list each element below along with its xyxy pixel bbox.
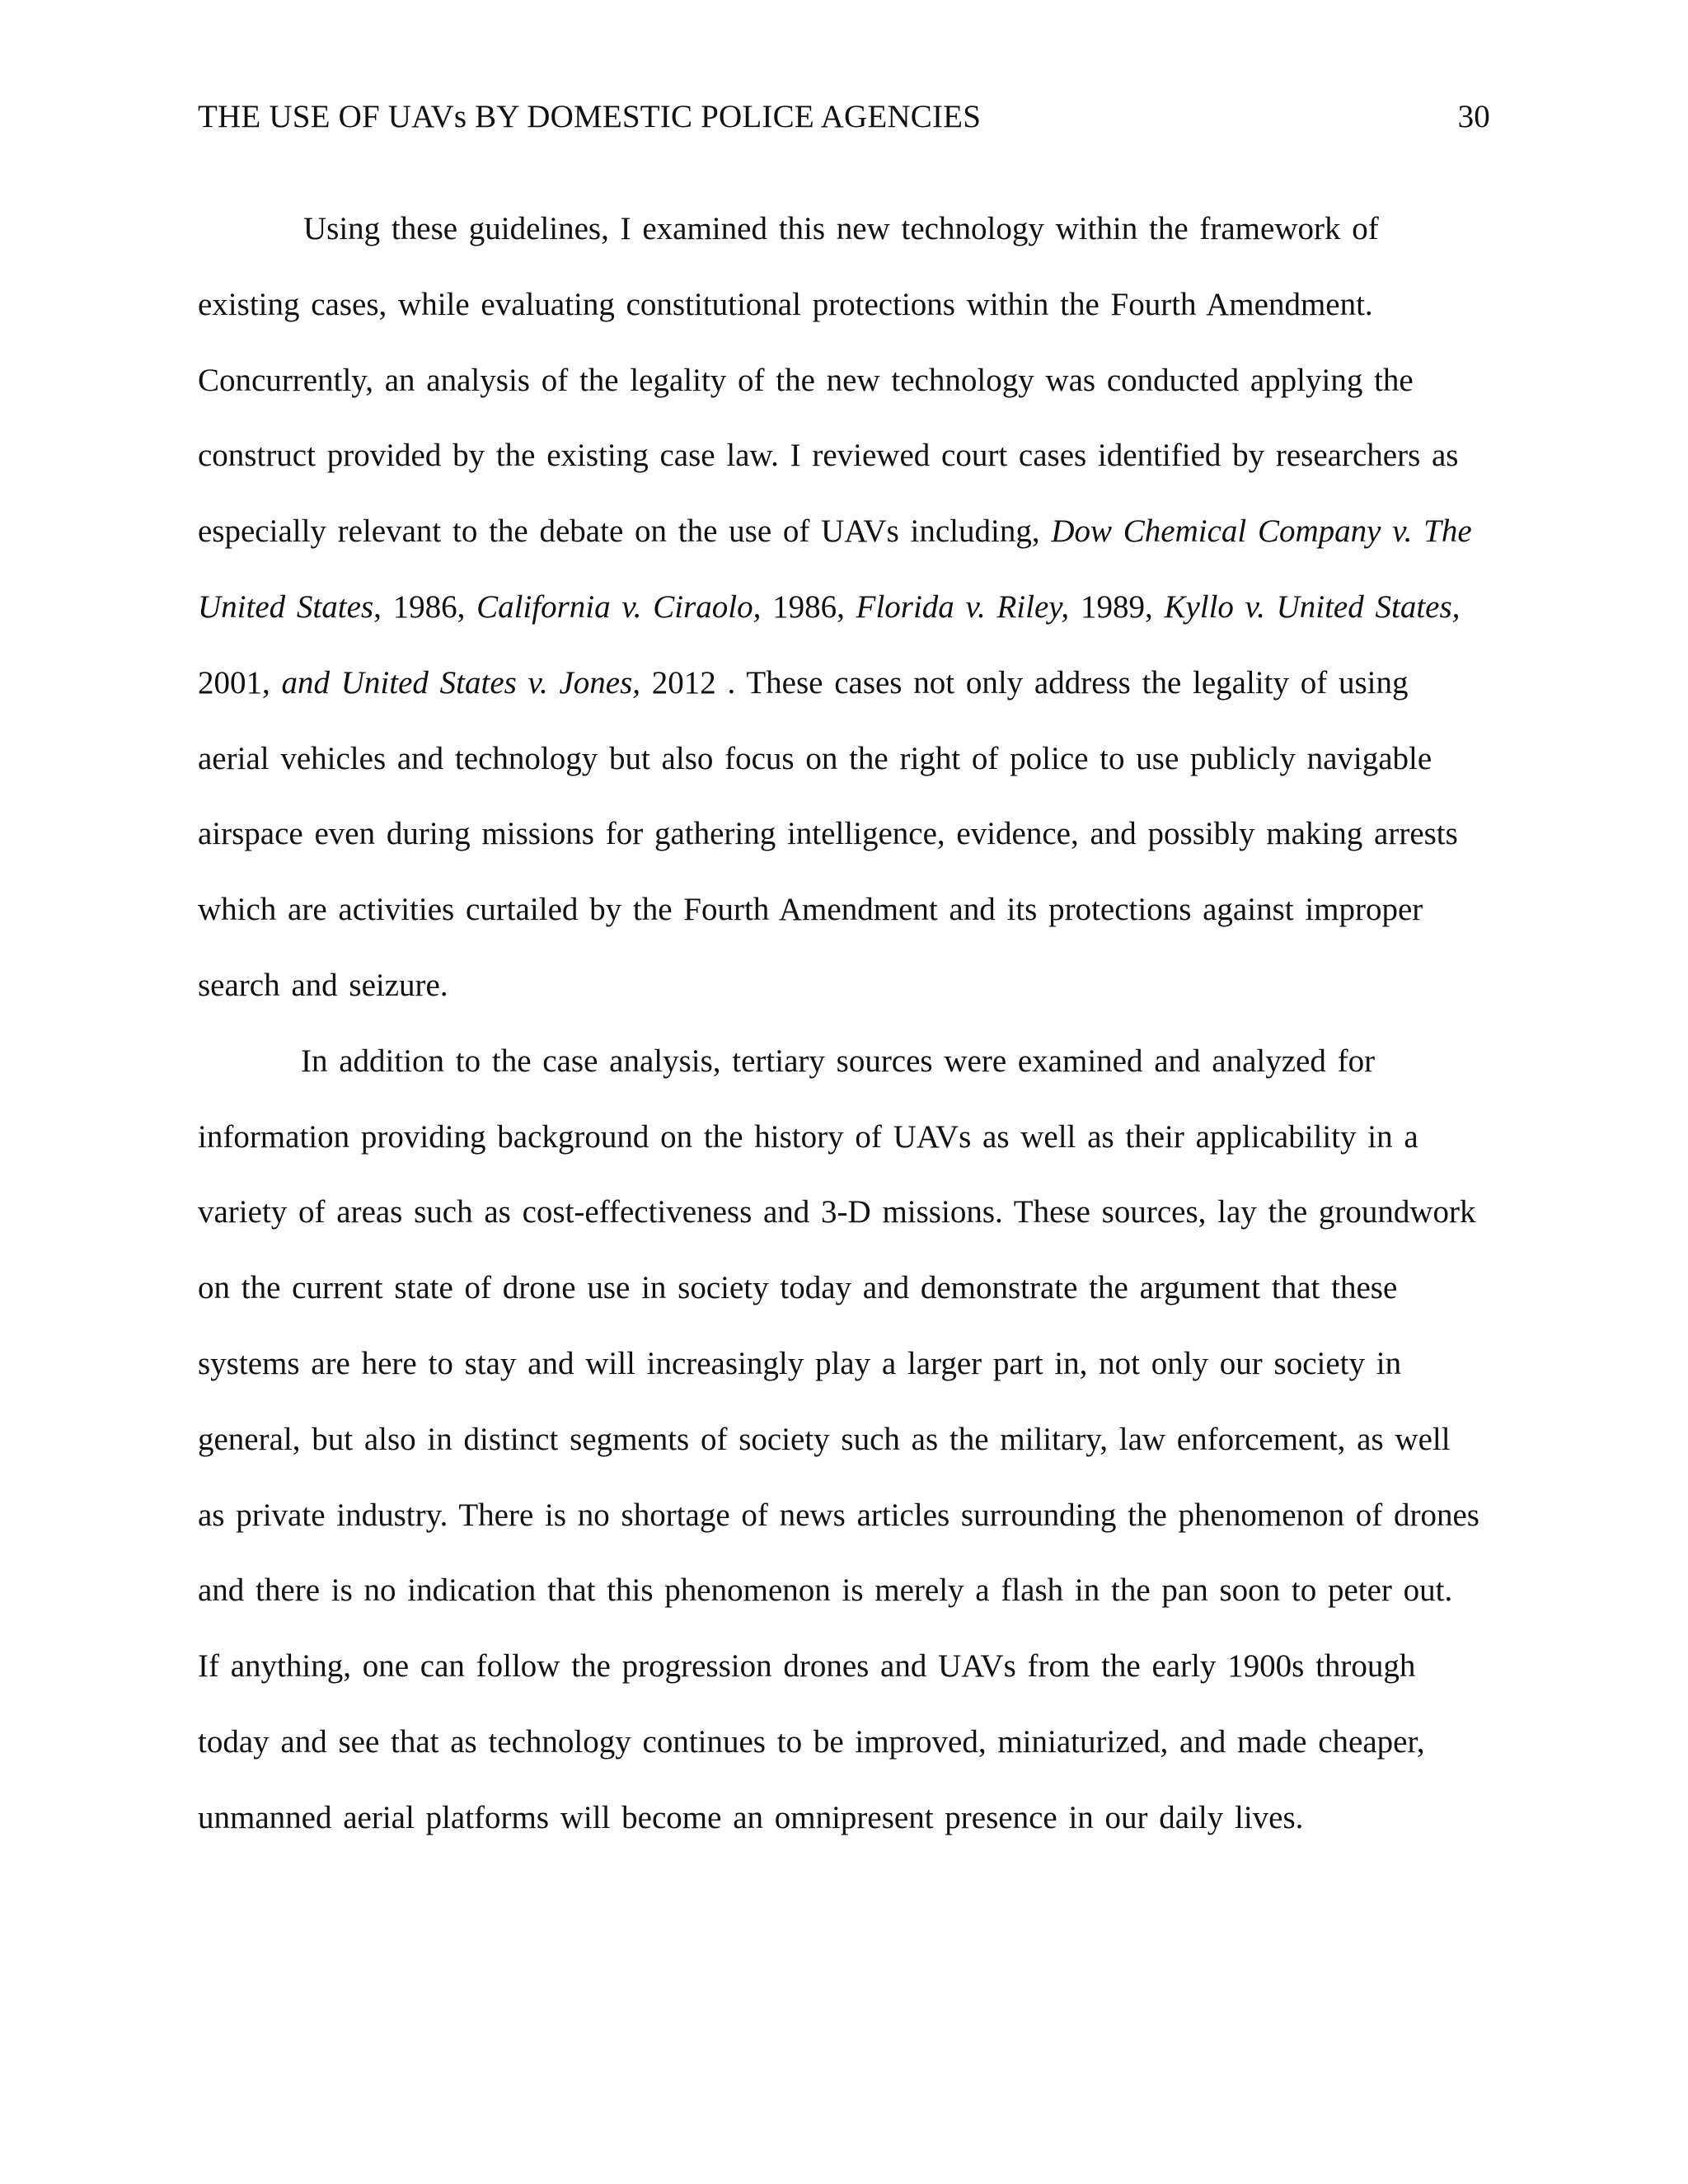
word-space <box>330 665 341 701</box>
case-citation-ciraolo: California v. Ciraolo, <box>476 588 762 625</box>
case-citation-jones: United States v. Jones, <box>340 664 641 701</box>
case-citation-dow: Dow Chemical Company v. The United States <box>198 513 1472 625</box>
paragraph-2-text: In addition to the case analysis, tertiary sources were examined and analyzed for information providing background on the history of UAVs as well as their applicability in a variety of areas such as cost-effectiveness and 3-D missions. These sources, lay the groundwork on the current state of drone use in society today and demonstrate the argument that these systems are here to stay and will increasingly play a larger part in, not only our society in general, but also in distinct segments of society such as the military, law enforcement, as well as private industry. There is no shortage of news articles surrounding the phenomenon of drones and there is no indication that this phenomenon is merely a flash in the pan soon to peter out. If anything, one can follow the progression drones and UAVs from the early 1900s through today and see that as technology continues to be improved, miniaturized, and made cheaper, unmanned aerial platforms will become an omnipresent presence in our daily lives. <box>198 1043 1479 1835</box>
case-year-ciraolo: 1986, <box>761 588 856 625</box>
case-year-kyllo: 2001, <box>198 664 282 701</box>
conjunction-and: and <box>281 664 330 701</box>
case-year-riley: 1989, <box>1069 588 1165 625</box>
body-text <box>198 191 1484 1856</box>
paragraph-1 <box>198 191 1484 1024</box>
case-year-dow: , 1986, <box>373 588 477 625</box>
paragraph-1-continuation: 2012 . These cases not only address the legality of using aerial vehicles and technology but also focus on the right of police to use publicly navigable airspace even during missions for gathering intelligence, evidence, and possibly making arrests which are activities curtailed by the Fourth Amendment and its protections against improper search and seizure. <box>198 664 1458 1003</box>
case-citation-riley: Florida v. Riley, <box>856 588 1070 625</box>
paragraph-1-text: Using these guidelines, I examined this new technology within the framework of existing cases, while evaluating constitutional protections within the Fourth Amendment. Concurrently, an analysis of the legality of the new technology was conducted applying the construct provided by the existing case law. I reviewed court cases identified by researchers as especially relevant to the debate on the use of UAVs including, <box>198 211 1459 550</box>
paragraph-2 <box>198 1024 1484 1856</box>
running-head <box>198 92 1490 142</box>
case-citation-kyllo: Kyllo v. United States, <box>1164 588 1461 625</box>
running-head-title: THE USE OF UAVs BY DOMESTIC POLICE AGENCIES <box>198 99 982 134</box>
page-number: 30 <box>1457 99 1490 134</box>
